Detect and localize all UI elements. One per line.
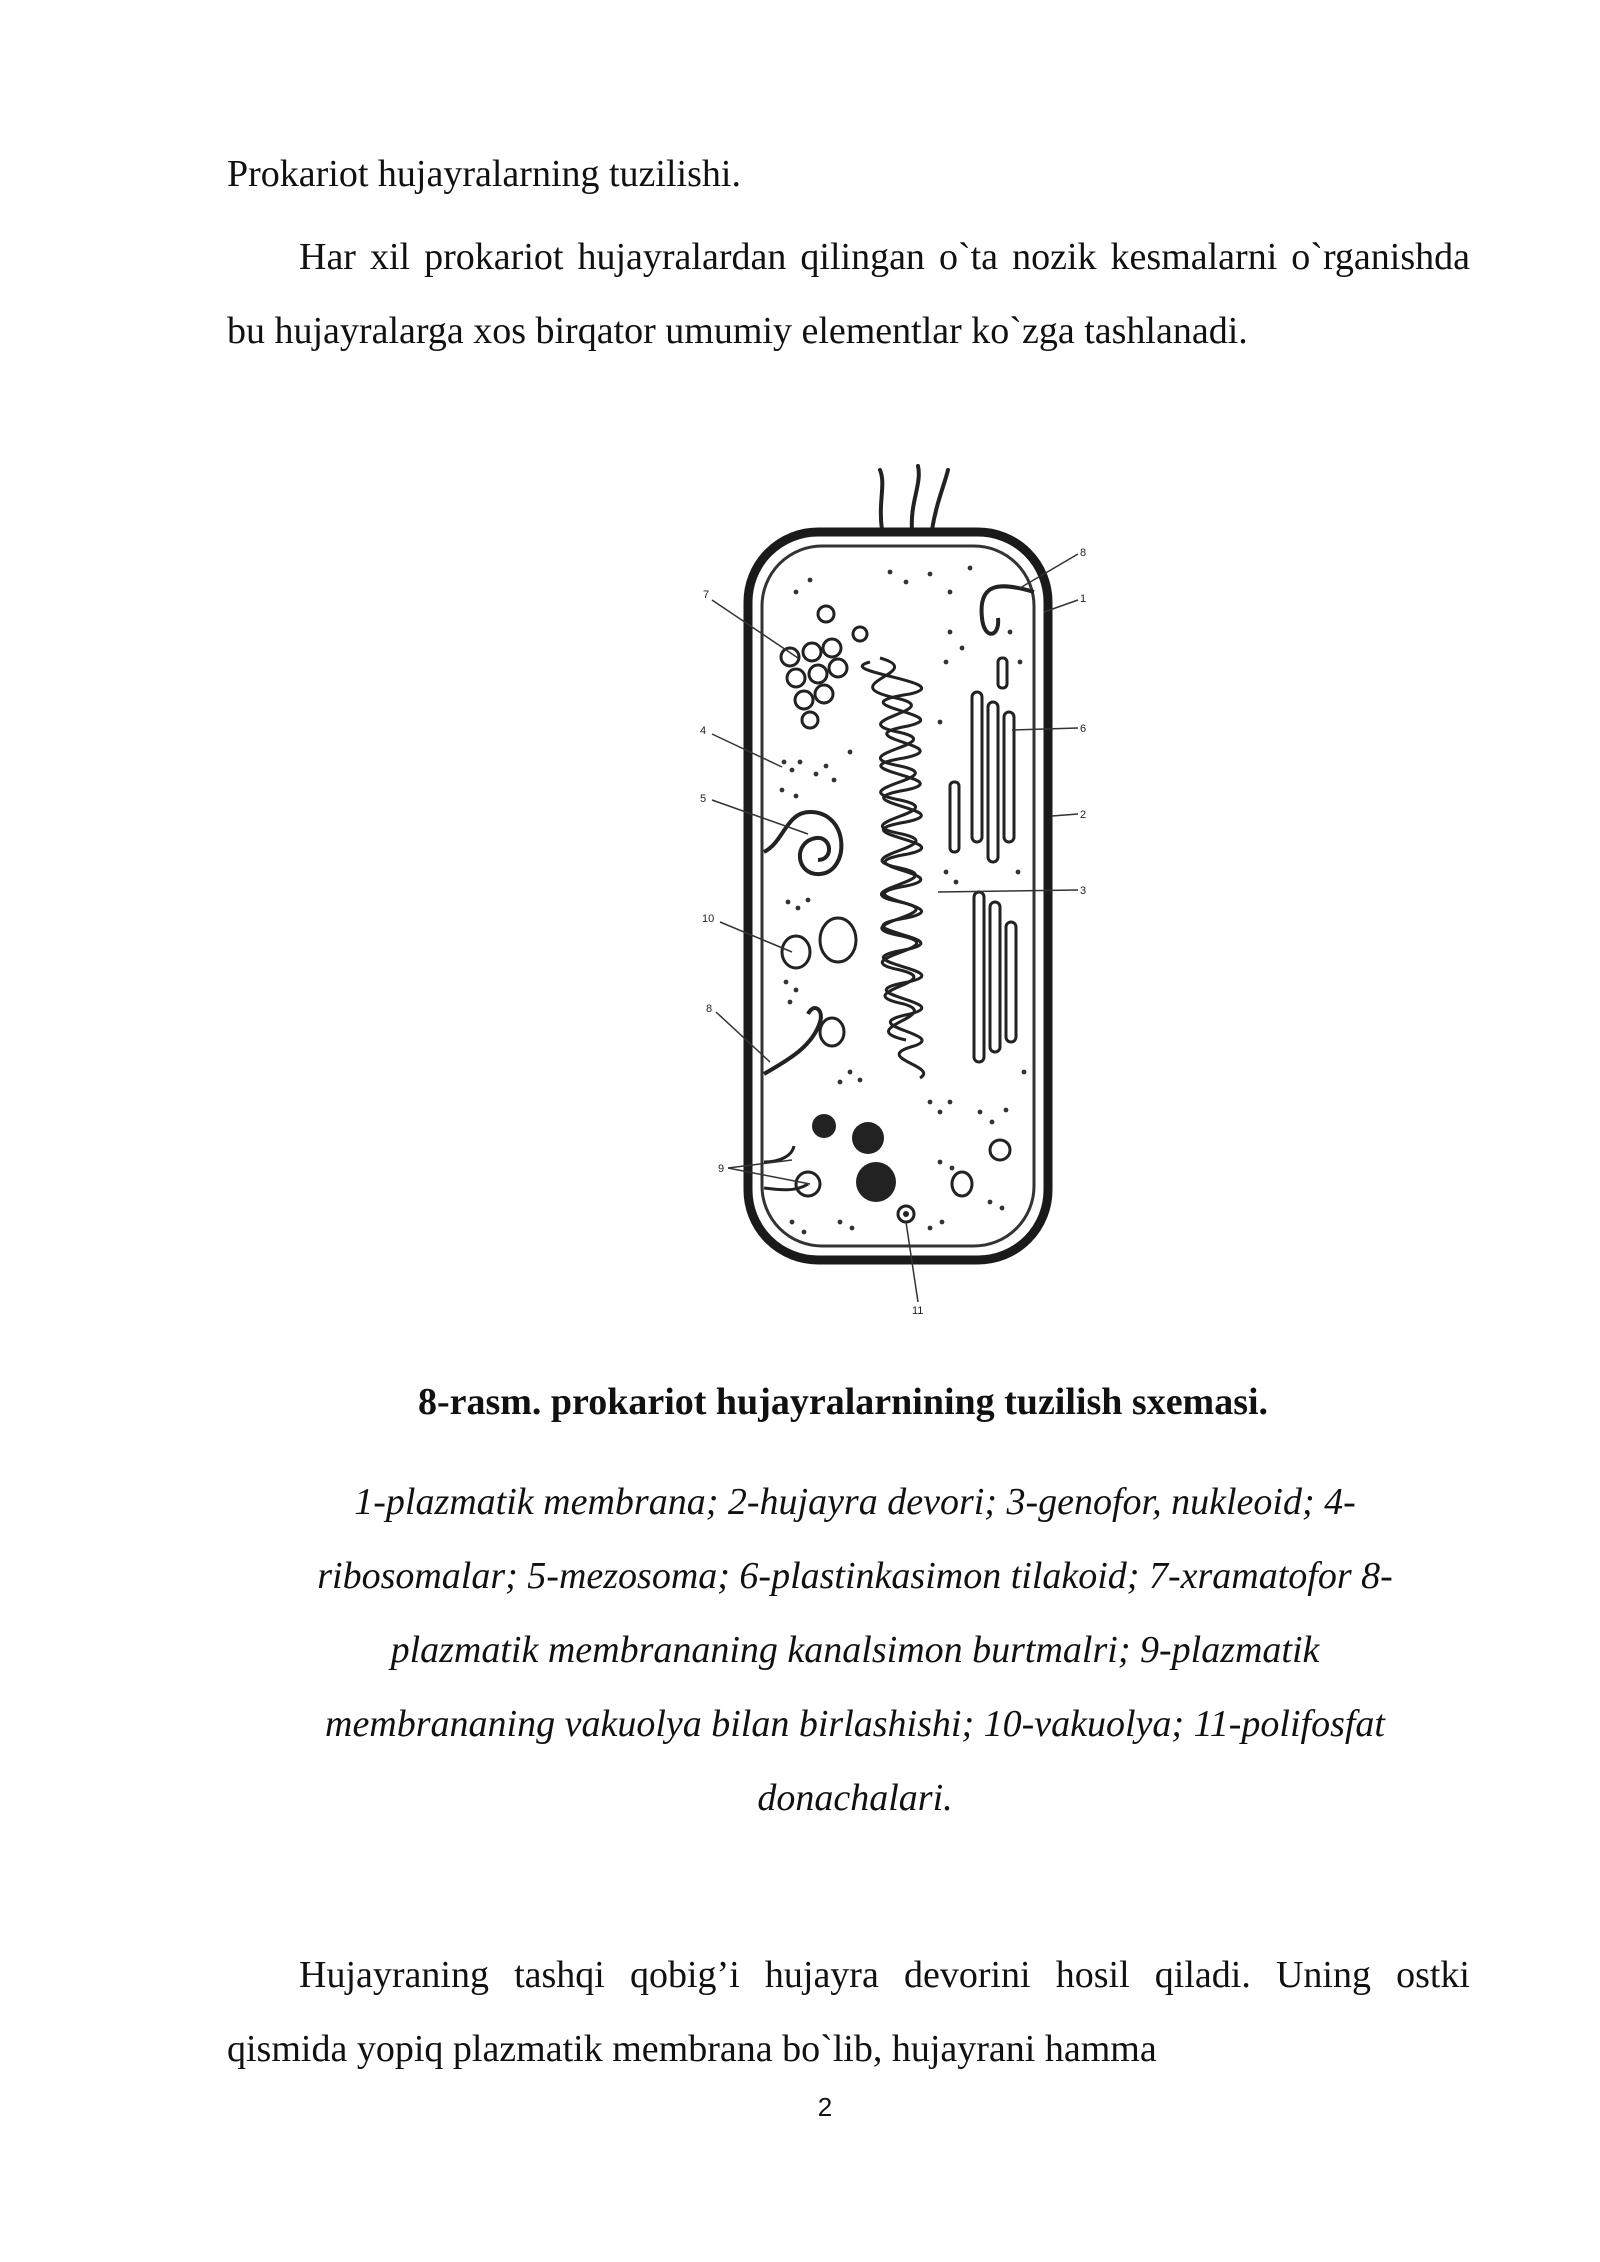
figure-label-8: 8 [1080, 547, 1087, 559]
figure-label-2: 2 [1080, 809, 1087, 821]
figure-label-11: 11 [912, 1305, 924, 1317]
figure-label-8-left: 8 [706, 1003, 713, 1015]
caption-line: donachalari. [757, 1777, 953, 1819]
caption-line: 1-plazmatik membrana; 2-hujayra devori; 3-genofor, nukleoid; 4- [354, 1481, 1356, 1523]
figure-label-1: 1 [1080, 593, 1087, 605]
prokaryote-cell-diagram [700, 462, 1100, 1322]
intro-paragraph: Har xil prokariot hujayralardan qilingan o`ta nozik kesmalarni o`rganishda bu hujayralarga xos birqator umumiy elementlar ko`zga tashlanadi. [227, 236, 1470, 352]
section-heading: Prokariot hujayralarning tuzilishi. [227, 153, 741, 195]
figure-label-6: 6 [1080, 723, 1087, 735]
figure-caption-legend [240, 1465, 1470, 1835]
caption-line: plazmatik membrananing kanalsimon burtmalri; 9-plazmatik [390, 1629, 1320, 1671]
page-number: 2 [817, 2092, 833, 2122]
figure-label-4: 4 [700, 725, 707, 737]
figure-caption-title: 8-rasm. prokariot hujayralarnining tuzilish sxemasi. [417, 1381, 1269, 1423]
figure-label-5: 5 [700, 793, 707, 805]
figure-label-7: 7 [703, 589, 710, 601]
figure-label-10: 10 [702, 913, 715, 925]
body-paragraph: Hujayraning tashqi qobig’i hujayra devorini hosil qiladi. Uning ostki qismida yopiq plazmatik membrana bo`lib, hujayrani hamma [227, 1954, 1470, 2070]
caption-line: membrananing vakuolya bilan birlashishi; 10-vakuolya; 11-polifosfat [325, 1703, 1385, 1745]
figure-label-3: 3 [1080, 885, 1087, 897]
figure-label-9: 9 [718, 1163, 725, 1175]
caption-line: ribosomalar; 5-mezosoma; 6-plastinkasimon tilakoid; 7-xramatofor 8- [317, 1555, 1393, 1597]
